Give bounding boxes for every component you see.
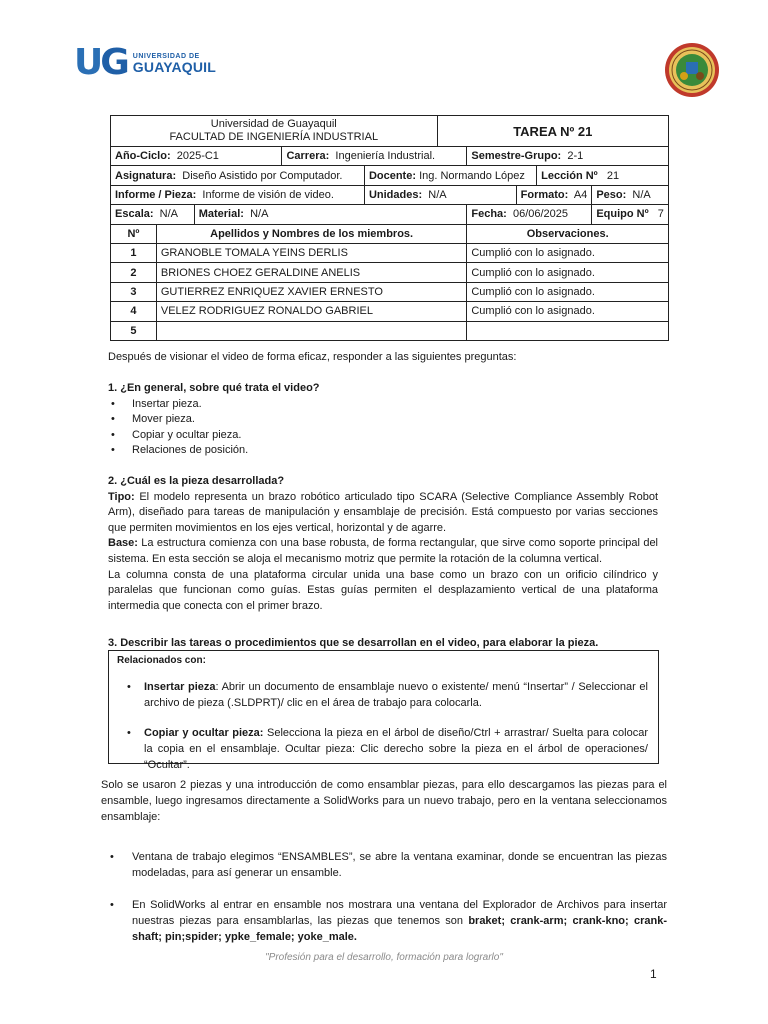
table-row: 1 GRANOBLE TOMALA YEINS DERLIS Cumplió con lo asignado.: [111, 243, 669, 262]
procedures-box: [108, 650, 659, 771]
procedures-list: [109, 679, 658, 773]
leccion-cell: Lección Nº 21: [537, 166, 669, 185]
escala-cell: Escala: N/A: [111, 205, 195, 224]
question-2-section: [108, 474, 658, 614]
logo-line-2: GUAYAQUIL: [132, 58, 217, 75]
list-item: • Insertar pieza: Abrir un documento de ensamblaje nuevo o existente/ menú “Insertar” / Seleccionar el archivo de pieza (.SLDPRT)/ clic en el área de trabajo para colocarla.: [121, 679, 648, 711]
columna-paragraph: La columna consta de una plataforma circular unida una base como un brazo con un orificio cilíndrico y paralelas que funcionan como guías. Estas guías permiten el desplazamiento vertical de una plataforma intermedia que conecta con el primer brazo.: [108, 568, 658, 612]
box-title: Relacionados con:: [117, 655, 206, 666]
formato-cell: Formato: A4: [516, 185, 592, 204]
equipo-cell: Equipo Nº 7: [592, 205, 669, 224]
footer-slogan: "Profesión para el desarrollo, formación para lograrlo": [265, 952, 503, 963]
logo-line-1: UNIVERSIDAD DE: [132, 52, 200, 60]
faculty-seal-icon: [664, 42, 720, 98]
question-1-list: [108, 397, 658, 459]
assembly-paragraph: Solo se usaron 2 piezas y una introducción de como ensamblar piezas, para ello descargamos las piezas para el ensamble, luego ingresamos directamente a SolidWorks para un nuevo trabajo, pero en la ventana seleccionamos ensamblaje:: [101, 779, 667, 823]
question-3: 3. Describir las tareas o procedimientos que se desarrollan en el video, para elaborar la pieza.: [108, 637, 599, 649]
university-cell: [111, 116, 438, 147]
fecha-cell: Fecha: 06/06/2025: [467, 205, 592, 224]
list-item: • Relaciones de posición.: [108, 443, 658, 459]
list-item: • Mover pieza.: [108, 412, 658, 428]
col-header-names: Apellidos y Nombres de los miembros.: [156, 224, 466, 243]
ciclo-cell: Año-Ciclo: 2025-C1: [111, 147, 282, 166]
faculty-name: FACULTAD DE INGENIERÍA INDUSTRIAL: [169, 131, 379, 143]
ug-logo-mark: UG: [74, 42, 127, 83]
list-item: • Copiar y ocultar pieza: Selecciona la pieza en el árbol de diseño/Ctrl + arrastrar/ Suelta para colocar la copia en el ensamblaje. Ocultar pieza: Clic derecho sobre la pieza en el árbol de operaciones/ “Ocultar”.: [121, 725, 648, 773]
col-header-num: Nº: [111, 224, 157, 243]
col-header-obs: Observaciones.: [467, 224, 669, 243]
question-2: 2. ¿Cuál es la pieza desarrollada?: [108, 475, 285, 487]
docente-cell: Docente: Ing. Normando López: [364, 166, 536, 185]
unidades-cell: Unidades: N/A: [364, 185, 516, 204]
list-item: • Copiar y ocultar pieza.: [108, 428, 658, 444]
list-item: • Insertar pieza.: [108, 397, 658, 413]
tipo-paragraph: Tipo: El modelo representa un brazo robótico articulado tipo SCARA (Selective Compliance Assembly Robot Arm), diseñado para tareas de manipulación y ensamblaje de precisión. Está compuesto por varias secciones que permiten movimientos en los ejes vertical, horizontal y de agarre.: [108, 490, 658, 534]
assembly-steps-list: [101, 849, 667, 945]
material-cell: Material: N/A: [194, 205, 467, 224]
list-item: • Ventana de trabajo elegimos “ENSAMBLES”, se abre la ventana examinar, donde se encuentran las piezas modeladas, para así generar un ensamble.: [101, 849, 667, 881]
asignatura-cell: Asignatura: Diseño Asistido por Computador.: [111, 166, 365, 185]
question-1: 1. ¿En general, sobre qué trata el video?: [108, 382, 320, 394]
table-row: 5: [111, 321, 669, 340]
page-number: 1: [650, 967, 657, 981]
university-name: Universidad de Guayaquil: [210, 118, 337, 130]
assignment-header-table: [110, 115, 669, 341]
base-paragraph: Base: La estructura comienza con una base robusta, de forma rectangular, que sirve como soporte principal del sistema. En esta sección se aloja el mecanismo motriz que permite la rotación de la columna vertical.: [108, 537, 658, 565]
question-1-section: [108, 381, 658, 459]
university-logo: [74, 42, 217, 83]
semestre-cell: Semestre-Grupo: 2-1: [467, 147, 669, 166]
task-title: TAREA Nº 21: [437, 116, 668, 147]
intro-paragraph: Después de visionar el video de forma eficaz, responder a las siguientes preguntas:: [108, 351, 517, 363]
peso-cell: Peso: N/A: [592, 185, 669, 204]
list-item: • En SolidWorks al entrar en ensamble nos mostrara una ventana del Explorador de Archivos para insertar nuestras piezas para ensamblarlas, las piezas que tenemos son braket; crank-arm; crank-kno; crank-shaft; pin;spider; ypke_female; yoke_male.: [101, 897, 667, 945]
informe-cell: Informe / Pieza: Informe de visión de video.: [111, 185, 365, 204]
table-row: 2 BRIONES CHOEZ GERALDINE ANELIS Cumplió con lo asignado.: [111, 263, 669, 282]
table-row: 3 GUTIERREZ ENRIQUEZ XAVIER ERNESTO Cumplió con lo asignado.: [111, 282, 669, 301]
carrera-cell: Carrera: Ingeniería Industrial.: [282, 147, 467, 166]
table-row: 4 VELEZ RODRIGUEZ RONALDO GABRIEL Cumplió con lo asignado.: [111, 302, 669, 321]
assembly-steps-section: [101, 849, 667, 945]
